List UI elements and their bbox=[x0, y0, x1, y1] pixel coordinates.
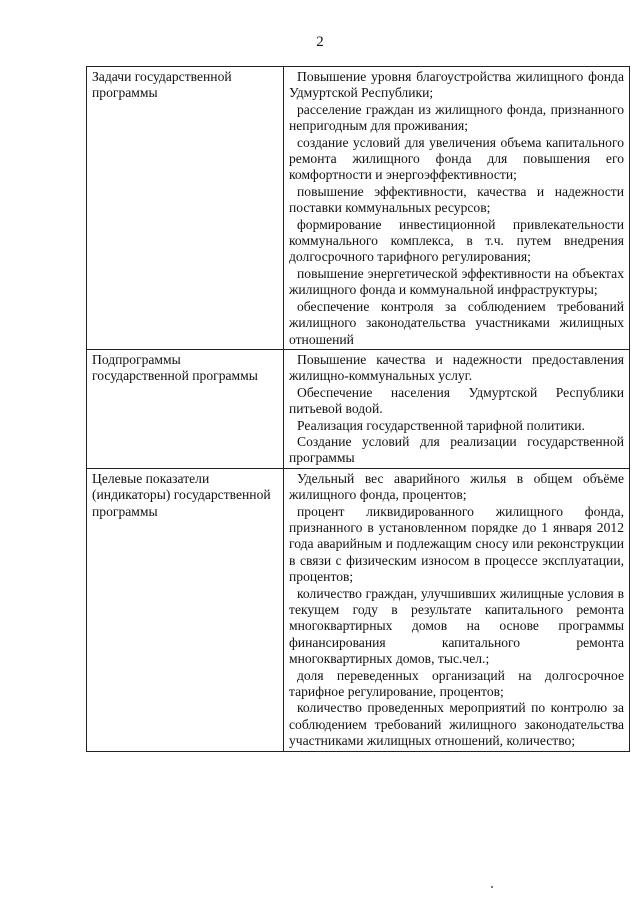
list-item: Обеспечение населения Удмуртской Республики питьевой водой. bbox=[289, 384, 624, 417]
list-item: расселение граждан из жилищного фонда, признанного непригодным для проживания; bbox=[289, 101, 624, 134]
list-item: доля переведенных организаций на долгосрочное тарифное регулирование, процентов; bbox=[289, 667, 624, 700]
row-label: Задачи государственной программы bbox=[87, 67, 284, 350]
list-item: формирование инвестиционной привлекательности коммунального комплекса, в т.ч. путем внедрения долгосрочного тарифного регулирования; bbox=[289, 216, 624, 265]
list-item: создание условий для увеличения объема капитального ремонта жилищного фонда для повышения его комфортности и энергоэффективности; bbox=[289, 134, 624, 183]
row-content bbox=[284, 349, 630, 468]
row-label: Целевые показатели (индикаторы) государственной программы bbox=[87, 468, 284, 751]
list-item: Создание условий для реализации государственной программы bbox=[289, 433, 624, 466]
table-row-tasks bbox=[87, 67, 630, 350]
list-item: процент ликвидированного жилищного фонда, признанного в установленном порядке до 1 января 2012 года аварийным и подлежащим сносу или реконструкции в связи с физическим износом в процессе эксплуатации, процентов; bbox=[289, 503, 624, 585]
page-number: 2 bbox=[316, 34, 324, 50]
list-item: Повышение уровня благоустройства жилищного фонда Удмуртской Республики; bbox=[289, 69, 624, 101]
list-item: повышение эффективности, качества и надежности поставки коммунальных ресурсов; bbox=[289, 183, 624, 216]
row-label: Подпрограммы государственной программы bbox=[87, 349, 284, 468]
list-item: обеспечение контроля за соблюдением требований жилищного законодательства участниками жилищных отношений bbox=[289, 298, 624, 347]
list-item: количество проведенных мероприятий по контролю за соблюдением требований жилищного законодательства участниками жилищных отношений, количество; bbox=[289, 700, 624, 749]
program-passport-table bbox=[86, 66, 630, 752]
table-row-subprograms bbox=[87, 349, 630, 468]
list-item: Реализация государственной тарифной политики. bbox=[297, 417, 585, 433]
list-item: Повышение качества и надежности предоставления жилищно-коммунальных услуг. bbox=[289, 351, 624, 384]
scan-speck bbox=[491, 886, 493, 888]
list-item: повышение энергетической эффективности на объектах жилищного фонда и коммунальной инфраструктуры; bbox=[289, 265, 624, 298]
table-row-indicators bbox=[87, 468, 630, 751]
row-content bbox=[284, 67, 630, 350]
list-item: количество граждан, улучшивших жилищные условия в текущем году в результате капитального ремонта многоквартирных домов на основе программы финансирования капитального ремонта многоквартирных домов, тыс.чел.; bbox=[289, 585, 624, 667]
row-content bbox=[284, 468, 630, 751]
list-item: Удельный вес аварийного жилья в общем объёме жилищного фонда, процентов; bbox=[289, 470, 624, 503]
